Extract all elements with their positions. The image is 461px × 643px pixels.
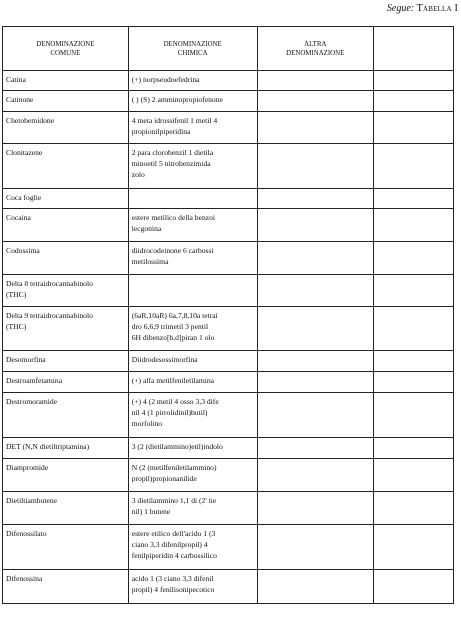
extra-cell (373, 459, 453, 492)
common-name-cell: Catinone (3, 91, 129, 112)
extra-cell (373, 372, 453, 393)
other-name-cell (257, 144, 373, 189)
extra-cell (373, 570, 453, 604)
extra-cell (373, 525, 453, 570)
common-name-cell: Clonitazene (3, 144, 129, 189)
table-row (3, 438, 454, 459)
other-name-cell (257, 189, 373, 209)
other-name-cell (257, 372, 373, 393)
extra-cell (373, 71, 453, 91)
table-row (3, 189, 454, 209)
extra-cell (373, 275, 453, 307)
common-name-cell: DET (N,N dietiltriptamina) (3, 438, 129, 459)
table-body (3, 71, 454, 604)
extra-cell (373, 209, 453, 242)
other-name-cell (257, 492, 373, 525)
common-name-cell: Codossima (3, 242, 129, 275)
chemical-name-cell: estere metilico della benzoi lecgonina (128, 209, 257, 242)
common-name-cell: Chetobemidone (3, 112, 129, 144)
chemical-name-cell (128, 189, 257, 209)
table-row (3, 372, 454, 393)
table-row (3, 242, 454, 275)
table-row (3, 144, 454, 189)
chemical-name-cell (128, 275, 257, 307)
other-name-cell (257, 570, 373, 604)
chemical-name-cell: ( ) (S) 2 amminopropiofenone (128, 91, 257, 112)
table-header-row (3, 27, 454, 71)
table-row (3, 307, 454, 351)
segue-label: Segue: (386, 3, 415, 14)
other-name-cell (257, 275, 373, 307)
other-name-cell (257, 112, 373, 144)
extra-cell (373, 91, 453, 112)
table-row (3, 492, 454, 525)
table-row (3, 71, 454, 91)
chemical-name-cell: 3 dietilammino 1,1 di (2' tie nil) 1 butene (128, 492, 257, 525)
extra-cell (373, 307, 453, 351)
header-common-name: DENOMINAZIONE COMUNE (3, 27, 129, 71)
chemical-name-cell: (6aR,10aR) 6a,7,8,10a tetrai dro 6,6,9 trimetil 3 pentil 6H dibenzo[b,d]piran 1 olo (128, 307, 257, 351)
common-name-cell: Destroamfetamina (3, 372, 129, 393)
chemical-name-cell: (+) alfa metilfeniletilamina (128, 372, 257, 393)
other-name-cell (257, 242, 373, 275)
other-name-cell (257, 307, 373, 351)
header-other-name: ALTRA DENOMINAZIONE (257, 27, 373, 71)
other-name-cell (257, 438, 373, 459)
other-name-cell (257, 459, 373, 492)
common-name-cell: Difenossina (3, 570, 129, 604)
other-name-cell (257, 71, 373, 91)
extra-cell (373, 242, 453, 275)
common-name-cell: Coca foglie (3, 189, 129, 209)
common-name-cell: Diampromide (3, 459, 129, 492)
other-name-cell (257, 525, 373, 570)
common-name-cell: Delta 9 tetraidrocannabinolo (THC) (3, 307, 129, 351)
chemical-name-cell: (+) 4 (2 metil 4 osso 3,3 dife nil 4 (1 pirrolidinil)butil) morfolino (128, 393, 257, 438)
extra-cell (373, 393, 453, 438)
other-name-cell (257, 393, 373, 438)
extra-cell (373, 189, 453, 209)
common-name-cell: Desomorfina (3, 351, 129, 372)
chemical-name-cell: 3 (2 (dietilammino)etil)indolo (128, 438, 257, 459)
table-row (3, 112, 454, 144)
extra-cell (373, 438, 453, 459)
table-row (3, 393, 454, 438)
chemical-name-cell: N (2 (metilfeniletilammino) propil)propionanilide (128, 459, 257, 492)
chemical-name-cell: diidrocodeinone 6 carbossi metilossima (128, 242, 257, 275)
chemical-name-cell: acido 1 (3 ciano 3,3 difenil propil) 4 fenilisonipecotico (128, 570, 257, 604)
common-name-cell: Cocaina (3, 209, 129, 242)
extra-cell (373, 112, 453, 144)
other-name-cell (257, 209, 373, 242)
extra-cell (373, 351, 453, 372)
header-chemical-name: DENOMINAZIONE CHIMICA (128, 27, 257, 71)
chemical-name-cell: Diidrodesossimorfina (128, 351, 257, 372)
page-header (387, 3, 458, 14)
extra-cell (373, 144, 453, 189)
chemical-name-cell: (+) norpseudoefedrina (128, 71, 257, 91)
table-reference: Tabella I (416, 3, 458, 14)
header-extra (373, 27, 453, 71)
table-row (3, 209, 454, 242)
table-row (3, 275, 454, 307)
common-name-cell: Destromoramide (3, 393, 129, 438)
other-name-cell (257, 351, 373, 372)
common-name-cell: Catina (3, 71, 129, 91)
table-row (3, 351, 454, 372)
chemical-name-cell: 2 para clorobenzil 1 dietila minoetil 5 nitrobenzimida zolo (128, 144, 257, 189)
table-row (3, 525, 454, 570)
substances-table (2, 26, 454, 604)
extra-cell (373, 492, 453, 525)
common-name-cell: Delta 8 tetraidrocannabinolo (THC) (3, 275, 129, 307)
common-name-cell: Difenossilato (3, 525, 129, 570)
table-row (3, 91, 454, 112)
common-name-cell: Dietiltiambutene (3, 492, 129, 525)
other-name-cell (257, 91, 373, 112)
chemical-name-cell: estere etilico dell'acido 1 (3 ciano 3,3 difenilpropil) 4 fenilpiperidin 4 carbossilico (128, 525, 257, 570)
table-row (3, 459, 454, 492)
table-row (3, 570, 454, 604)
chemical-name-cell: 4 meta idrossifenil 1 metil 4 propionilpiperidina (128, 112, 257, 144)
